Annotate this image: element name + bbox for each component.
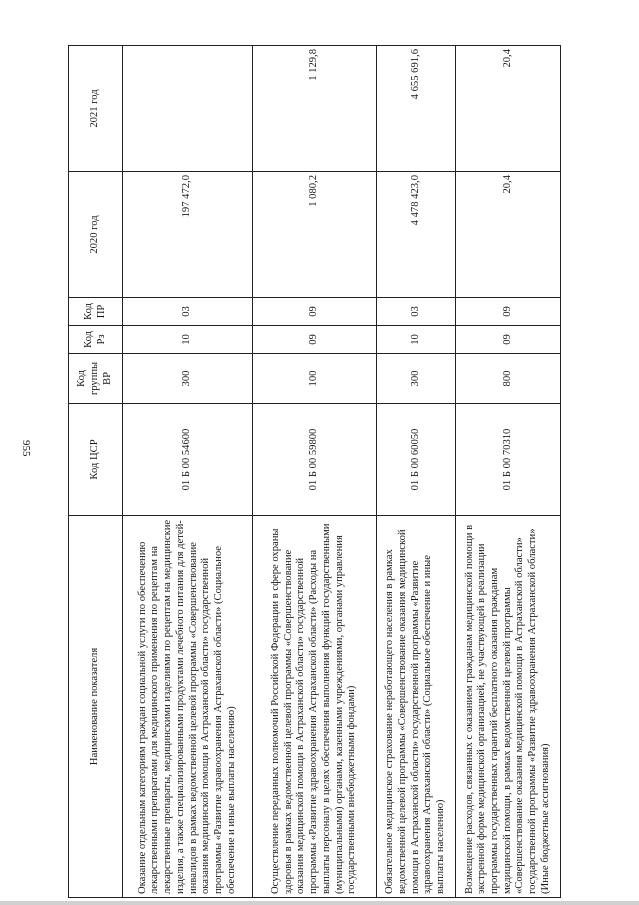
table-row [123,46,253,898]
header-pr: Код ПР [69,298,123,326]
rotated-table-stage [68,46,560,898]
row-2020: 20,4 [456,172,561,298]
table-row [456,46,561,898]
row-name: Осуществление переданных полномочий Российской Федерации в сфере охраны здоровья в рамках ведомственной целевой программы «Совершенствование оказания медицинской помощи в Астраханской области» государственной программы «Развитие здравоохранения Астраханской области» (Расходы на выплаты персоналу в целях обеспечения выполнения функций государственными (муниципальными) органами, казенными учреждениями, органами управления государственными внебюджетными фондами) [253,516,377,898]
row-2021: 20,4 [456,46,561,172]
row-rz: 09 [456,326,561,354]
row-pr: 09 [456,298,561,326]
row-pr: 03 [123,298,253,326]
row-rz: 10 [377,326,456,354]
row-csr: 01 Б 00 60050 [377,404,456,516]
row-vr: 800 [456,354,561,404]
table-row [377,46,456,898]
header-2021: 2021 год [69,46,123,172]
budget-table [68,45,561,898]
header-vr: Код группы ВР [69,354,123,404]
header-rz: Код Рз [69,326,123,354]
page-number: 955 [20,440,32,457]
row-name: Оказание отдельным категориям граждан социальной услуги по обеспечению лекарственными препаратами для медицинского применения по рецептам на лекарственные препараты, медицинскими изделиями по рецептам на медицинские изделия, а также специализированными продуктами лечебного питания для детей-инвалидов в рамках ведомственной целевой программы «Совершенствование оказания медицинской помощи в Астраханской области» государственной программы «Развитие здравоохранения Астраханской области» (Социальное обеспечение и иные выплаты населению) [123,516,253,898]
row-vr: 300 [123,354,253,404]
row-2020: 197 472,0 [123,172,253,298]
row-2020: 1 080,2 [253,172,377,298]
row-csr: 01 Б 00 54600 [123,404,253,516]
table-header-row [69,46,123,898]
header-2020: 2020 год [69,172,123,298]
row-2020: 4 478 423,0 [377,172,456,298]
header-name: Наименование показателя [69,516,123,898]
row-vr: 300 [377,354,456,404]
row-2021 [123,46,253,172]
row-pr: 09 [253,298,377,326]
scan-edge [0,901,639,905]
row-2021: 1 129,8 [253,46,377,172]
row-name: Возмещение расходов, связанных с оказанием гражданам медицинской помощи в экстренной форме медицинской организацией, не участвующей в реализации программы государственных гарантий бесплатного оказания гражданам медицинской помощи, в рамках ведомственной целевой программы «Совершенствование оказания медицинской помощи в Астраханской области» государственной программы «Развитие здравоохранения Астраханской области» (Иные бюджетные ассигнования) [456,516,561,898]
row-csr: 01 Б 00 70310 [456,404,561,516]
table-row [253,46,377,898]
row-vr: 100 [253,354,377,404]
row-csr: 01 Б 00 59800 [253,404,377,516]
row-2021: 4 655 691,6 [377,46,456,172]
row-name: Обязательное медицинское страхование неработающего населения в рамках ведомственной целевой программы «Совершенствование оказания медицинской помощи в Астраханской области» государственной программы «Развитие здравоохранения Астраханской области» (Социальное обеспечение и иные выплаты населению) [377,516,456,898]
row-rz: 10 [123,326,253,354]
row-pr: 03 [377,298,456,326]
row-rz: 09 [253,326,377,354]
header-csr: Код ЦСР [69,404,123,516]
